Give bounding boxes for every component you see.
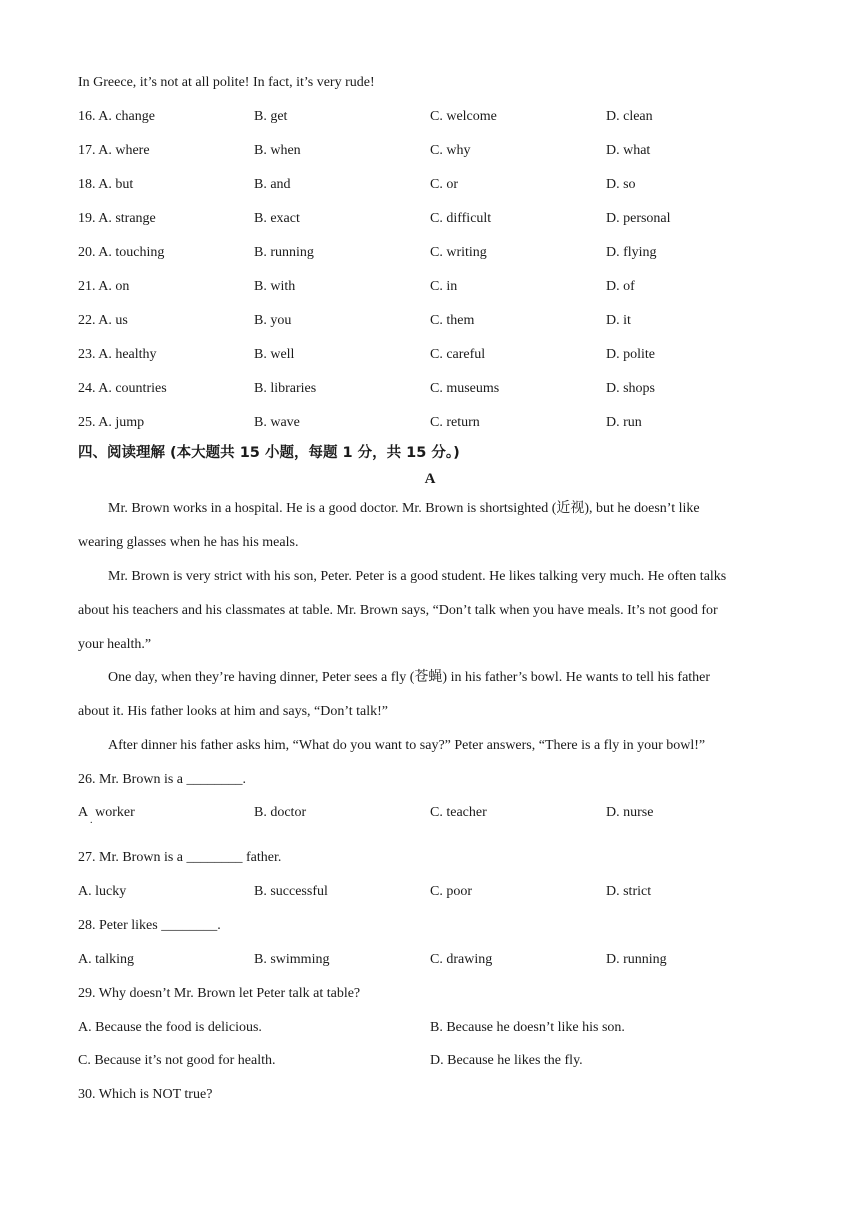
question-26-stem: 26. Mr. Brown is a ________. <box>78 772 246 787</box>
cloze-option-a: 17. A. where <box>78 143 150 158</box>
cloze-row-16 <box>78 107 788 127</box>
question-27-options <box>78 882 788 902</box>
passage-paragraph-2-line-1: Mr. Brown is very strict with his son, Peter. Peter is a good student. He likes talking very much. He often talks <box>108 569 727 584</box>
cloze-option-d: D. it <box>606 313 631 328</box>
question-29-stem: 29. Why doesn’t Mr. Brown let Peter talk at table? <box>78 986 361 1001</box>
question-option-d: D. running <box>606 952 667 967</box>
cloze-option-c: C. return <box>430 415 480 430</box>
question-option-a: A. talking <box>78 952 134 967</box>
cloze-option-b: B. with <box>254 279 296 294</box>
cloze-option-d: D. flying <box>606 245 657 260</box>
cloze-row-23 <box>78 345 788 365</box>
cloze-option-b: B. wave <box>254 415 300 430</box>
question-option-b: B. swimming <box>254 952 330 967</box>
cloze-row-20 <box>78 243 788 263</box>
question-option-a: A worker <box>78 805 135 820</box>
cloze-option-c: C. why <box>430 143 471 158</box>
cloze-option-b: B. get <box>254 109 288 124</box>
cloze-option-a: 18. A. but <box>78 177 134 192</box>
cloze-row-17 <box>78 141 788 161</box>
cloze-option-b: B. and <box>254 177 291 192</box>
cloze-option-a: 19. A. strange <box>78 211 156 226</box>
question-30-stem: 30. Which is NOT true? <box>78 1087 213 1102</box>
cloze-option-c: C. welcome <box>430 109 497 124</box>
cloze-option-d: D. personal <box>606 211 671 226</box>
passage-paragraph-1-line-2: wearing glasses when he has his meals. <box>78 535 299 550</box>
cloze-row-18 <box>78 175 788 195</box>
cloze-option-a: 23. A. healthy <box>78 347 157 362</box>
cloze-row-19 <box>78 209 788 229</box>
cloze-row-25 <box>78 413 788 433</box>
cloze-option-b: B. when <box>254 143 301 158</box>
cloze-option-b: B. libraries <box>254 381 317 396</box>
cloze-option-a: 22. A. us <box>78 313 128 328</box>
passage-paragraph-4-line-1: After dinner his father asks him, “What do you want to say?” Peter answers, “There is a fly in your bowl!” <box>108 738 706 753</box>
cloze-row-24 <box>78 379 788 399</box>
cloze-option-c: C. or <box>430 177 458 192</box>
question-option-d: D. Because he likes the fly. <box>430 1053 583 1068</box>
cloze-row-21 <box>78 277 788 297</box>
cloze-option-b: B. you <box>254 313 292 328</box>
cloze-option-c: C. in <box>430 279 458 294</box>
question-option-a: A. Because the food is delicious. <box>78 1020 262 1035</box>
cloze-option-d: D. what <box>606 143 651 158</box>
question-option-a: A. lucky <box>78 884 127 899</box>
question-option-c: C. poor <box>430 884 472 899</box>
passage-paragraph-2-line-2: about his teachers and his classmates at table. Mr. Brown says, “Don’t talk when you have meals. It’s not good for <box>78 603 718 618</box>
question-28-stem: 28. Peter likes ________. <box>78 918 221 933</box>
cloze-option-c: C. museums <box>430 381 500 396</box>
cloze-option-a: 21. A. on <box>78 279 130 294</box>
passage-paragraph-3-line-1: One day, when they’re having dinner, Peter sees a fly (苍蝇) in his father’s bowl. He wants to tell his father <box>108 670 711 685</box>
question-29-options-row-2 <box>78 1051 788 1071</box>
question-26-options <box>78 803 788 826</box>
question-option-b: B. successful <box>254 884 328 899</box>
cloze-option-d: D. shops <box>606 381 656 396</box>
cloze-option-c: C. writing <box>430 245 487 260</box>
cloze-option-a: 25. A. jump <box>78 415 145 430</box>
cloze-option-b: B. exact <box>254 211 300 226</box>
question-option-c: C. Because it’s not good for health. <box>78 1053 276 1068</box>
question-option-d: D. strict <box>606 884 652 899</box>
question-27-stem: 27. Mr. Brown is a ________ father. <box>78 850 282 865</box>
question-option-c: C. drawing <box>430 952 493 967</box>
cloze-option-a: 20. A. touching <box>78 245 165 260</box>
cloze-option-d: D. of <box>606 279 635 294</box>
passage-label: A <box>424 471 436 487</box>
question-option-b: B. doctor <box>254 805 307 820</box>
question-option-d: D. nurse <box>606 805 654 820</box>
passage-paragraph-3-line-2: about it. His father looks at him and says, “Don’t talk!” <box>78 704 389 719</box>
section-heading: 四、阅读理解 (本大题共 15 小题，每题 1 分，共 15 分。) <box>78 445 460 461</box>
cloze-row-22 <box>78 311 788 331</box>
option-dot-mark: . <box>90 815 93 826</box>
cloze-option-a: 16. A. change <box>78 109 155 124</box>
question-28-options <box>78 950 788 970</box>
cloze-option-d: D. clean <box>606 109 653 124</box>
cloze-option-d: D. run <box>606 415 642 430</box>
question-option-c: C. teacher <box>430 805 487 820</box>
cloze-option-c: C. difficult <box>430 211 492 226</box>
cloze-option-c: C. them <box>430 313 475 328</box>
question-29-options-row-1 <box>78 1018 788 1038</box>
cloze-option-d: D. so <box>606 177 636 192</box>
cloze-option-b: B. running <box>254 245 314 260</box>
passage-paragraph-1-line-1: Mr. Brown works in a hospital. He is a good doctor. Mr. Brown is shortsighted (近视), but he doesn’t like <box>108 501 700 516</box>
cloze-option-d: D. polite <box>606 347 655 362</box>
passage-paragraph-2-line-3: your health.” <box>78 637 152 652</box>
cloze-option-a: 24. A. countries <box>78 381 167 396</box>
question-option-b: B. Because he doesn’t like his son. <box>430 1020 625 1035</box>
cloze-option-b: B. well <box>254 347 295 362</box>
cloze-option-c: C. careful <box>430 347 486 362</box>
intro-line: In Greece, it’s not at all polite! In fact, it’s very rude! <box>78 75 375 90</box>
